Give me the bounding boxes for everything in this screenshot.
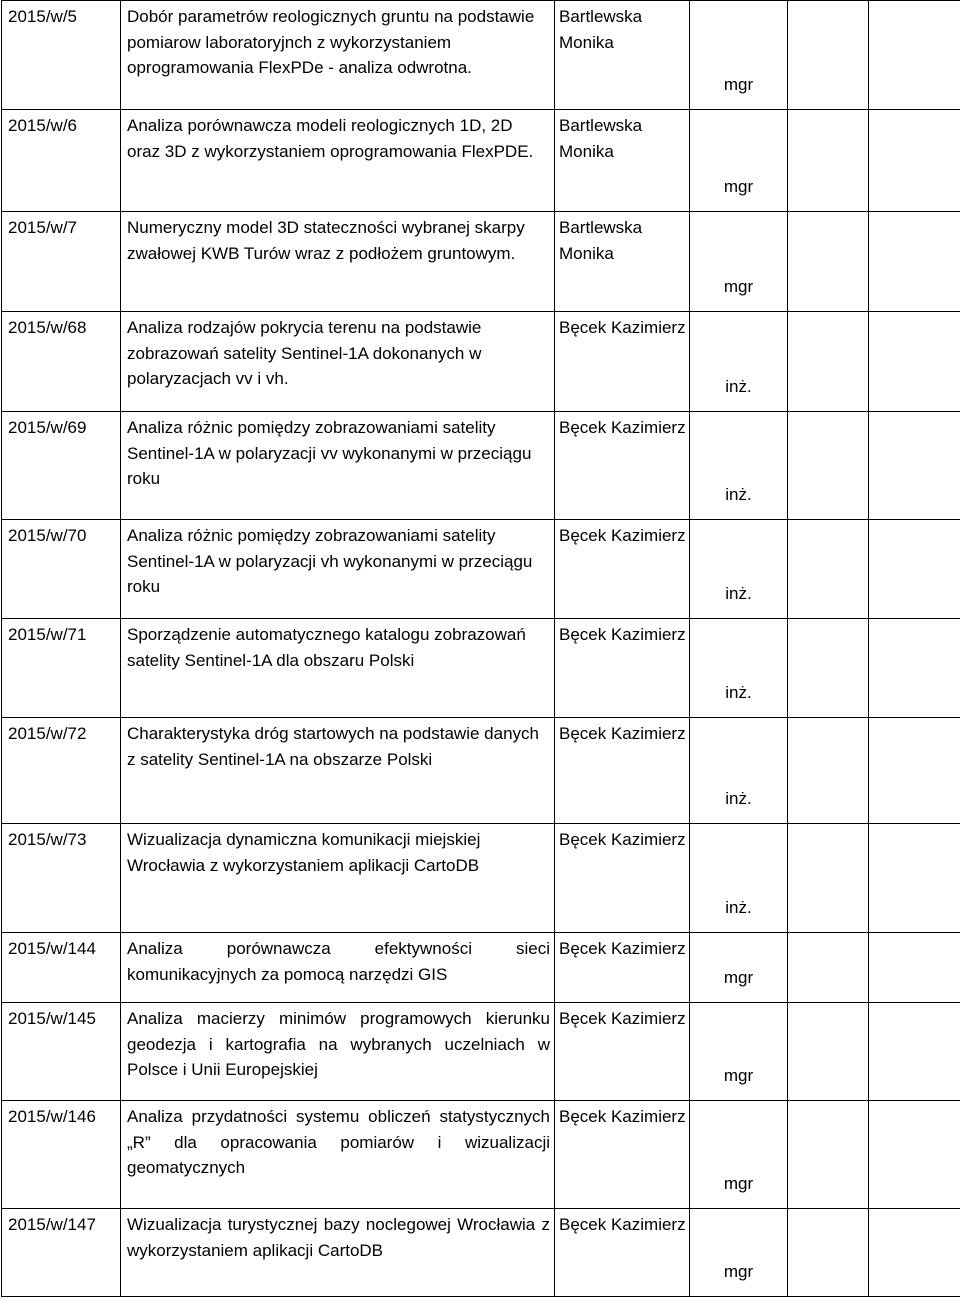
topic-title: Analiza różnic pomiędzy zobrazowaniami satelity Sentinel-1A w polaryzacji vv wykonanymi w przeciągu roku bbox=[121, 412, 555, 520]
thesis-topics-table bbox=[1, 0, 960, 1297]
topic-code: 2015/w/73 bbox=[2, 824, 121, 933]
topic-code: 2015/w/5 bbox=[2, 1, 121, 110]
empty-cell bbox=[788, 1, 869, 110]
table-row bbox=[2, 1101, 960, 1209]
table-row bbox=[2, 412, 960, 520]
topic-code: 2015/w/146 bbox=[2, 1101, 121, 1209]
supervisor-name: Bęcek Kazimierz bbox=[555, 1209, 690, 1297]
topic-title: Analiza rodzajów pokrycia terenu na podstawie zobrazowań satelity Sentinel-1A dokonanych w polaryzacjach vv i vh. bbox=[121, 312, 555, 412]
topic-code: 2015/w/69 bbox=[2, 412, 121, 520]
topic-code: 2015/w/70 bbox=[2, 520, 121, 619]
empty-cell bbox=[869, 718, 960, 824]
empty-cell bbox=[869, 824, 960, 933]
supervisor-name: Bęcek Kazimierz bbox=[555, 312, 690, 412]
topic-title: Analiza różnic pomiędzy zobrazowaniami satelity Sentinel-1A w polaryzacji vh wykonanymi w przeciągu roku bbox=[121, 520, 555, 619]
topic-title: Sporządzenie automatycznego katalogu zobrazowań satelity Sentinel-1A dla obszaru Polski bbox=[121, 619, 555, 718]
empty-cell bbox=[788, 212, 869, 312]
empty-cell bbox=[869, 110, 960, 212]
empty-cell bbox=[869, 1, 960, 110]
degree-level: inż. bbox=[690, 824, 788, 933]
supervisor-name: Bęcek Kazimierz bbox=[555, 1101, 690, 1209]
supervisor-name: Bęcek Kazimierz bbox=[555, 520, 690, 619]
topic-code: 2015/w/145 bbox=[2, 1003, 121, 1101]
degree-level: mgr bbox=[690, 1, 788, 110]
topic-title: Analiza macierzy minimów programowych kierunku geodezja i kartografia na wybranych uczelniach w Polsce i Unii Europejskiej bbox=[121, 1003, 555, 1101]
supervisor-name: Bęcek Kazimierz bbox=[555, 933, 690, 1003]
empty-cell bbox=[869, 933, 960, 1003]
empty-cell bbox=[869, 1209, 960, 1297]
empty-cell bbox=[788, 619, 869, 718]
table-row bbox=[2, 718, 960, 824]
table-row bbox=[2, 824, 960, 933]
empty-cell bbox=[869, 212, 960, 312]
topic-code: 2015/w/6 bbox=[2, 110, 121, 212]
empty-cell bbox=[869, 412, 960, 520]
empty-cell bbox=[869, 1101, 960, 1209]
empty-cell bbox=[788, 718, 869, 824]
empty-cell bbox=[788, 520, 869, 619]
topic-title: Dobór parametrów reologicznych gruntu na podstawie pomiarow laboratoryjnch z wykorzystaniem oprogramowania FlexPDe - analiza odwrotna. bbox=[121, 1, 555, 110]
empty-cell bbox=[788, 1101, 869, 1209]
table-row bbox=[2, 619, 960, 718]
empty-cell bbox=[788, 1003, 869, 1101]
topic-title: Charakterystyka dróg startowych na podstawie danych z satelity Sentinel-1A na obszarze Polski bbox=[121, 718, 555, 824]
supervisor-name: Bęcek Kazimierz bbox=[555, 1003, 690, 1101]
degree-level: inż. bbox=[690, 312, 788, 412]
empty-cell bbox=[869, 619, 960, 718]
degree-level: inż. bbox=[690, 412, 788, 520]
table-row bbox=[2, 1003, 960, 1101]
topic-code: 2015/w/72 bbox=[2, 718, 121, 824]
supervisor-name: Bęcek Kazimierz bbox=[555, 412, 690, 520]
supervisor-name: Bęcek Kazimierz bbox=[555, 619, 690, 718]
topic-title: Numeryczny model 3D stateczności wybranej skarpy zwałowej KWB Turów wraz z podłożem gruntowym. bbox=[121, 212, 555, 312]
topic-code: 2015/w/7 bbox=[2, 212, 121, 312]
table-row bbox=[2, 520, 960, 619]
degree-level: mgr bbox=[690, 933, 788, 1003]
topic-title: Analiza porównawcza efektywności sieci komunikacyjnych za pomocą narzędzi GIS bbox=[121, 933, 555, 1003]
table-row bbox=[2, 933, 960, 1003]
degree-level: inż. bbox=[690, 619, 788, 718]
degree-level: mgr bbox=[690, 1209, 788, 1297]
topic-code: 2015/w/144 bbox=[2, 933, 121, 1003]
supervisor-name: Bartlewska Monika bbox=[555, 1, 690, 110]
empty-cell bbox=[869, 1003, 960, 1101]
empty-cell bbox=[788, 824, 869, 933]
supervisor-name: Bartlewska Monika bbox=[555, 212, 690, 312]
supervisor-name: Bartlewska Monika bbox=[555, 110, 690, 212]
degree-level: mgr bbox=[690, 1003, 788, 1101]
empty-cell bbox=[869, 312, 960, 412]
table-row bbox=[2, 1209, 960, 1297]
empty-cell bbox=[788, 412, 869, 520]
supervisor-name: Bęcek Kazimierz bbox=[555, 824, 690, 933]
empty-cell bbox=[788, 312, 869, 412]
table-row bbox=[2, 1, 960, 110]
table-row bbox=[2, 212, 960, 312]
table-row bbox=[2, 312, 960, 412]
topic-title: Analiza przydatności systemu obliczeń statystycznych „R” dla opracowania pomiarów i wizualizacji geomatycznych bbox=[121, 1101, 555, 1209]
empty-cell bbox=[869, 520, 960, 619]
topic-code: 2015/w/68 bbox=[2, 312, 121, 412]
topic-title: Wizualizacja dynamiczna komunikacji miejskiej Wrocławia z wykorzystaniem aplikacji CartoDB bbox=[121, 824, 555, 933]
empty-cell bbox=[788, 1209, 869, 1297]
topic-code: 2015/w/71 bbox=[2, 619, 121, 718]
degree-level: mgr bbox=[690, 1101, 788, 1209]
topic-title: Analiza porównawcza modeli reologicznych 1D, 2D oraz 3D z wykorzystaniem oprogramowania FlexPDE. bbox=[121, 110, 555, 212]
table-row bbox=[2, 110, 960, 212]
degree-level: inż. bbox=[690, 520, 788, 619]
empty-cell bbox=[788, 110, 869, 212]
degree-level: mgr bbox=[690, 212, 788, 312]
topic-code: 2015/w/147 bbox=[2, 1209, 121, 1297]
supervisor-name: Bęcek Kazimierz bbox=[555, 718, 690, 824]
degree-level: mgr bbox=[690, 110, 788, 212]
topic-title: Wizualizacja turystycznej bazy noclegowej Wrocławia z wykorzystaniem aplikacji CartoDB bbox=[121, 1209, 555, 1297]
empty-cell bbox=[788, 933, 869, 1003]
degree-level: inż. bbox=[690, 718, 788, 824]
